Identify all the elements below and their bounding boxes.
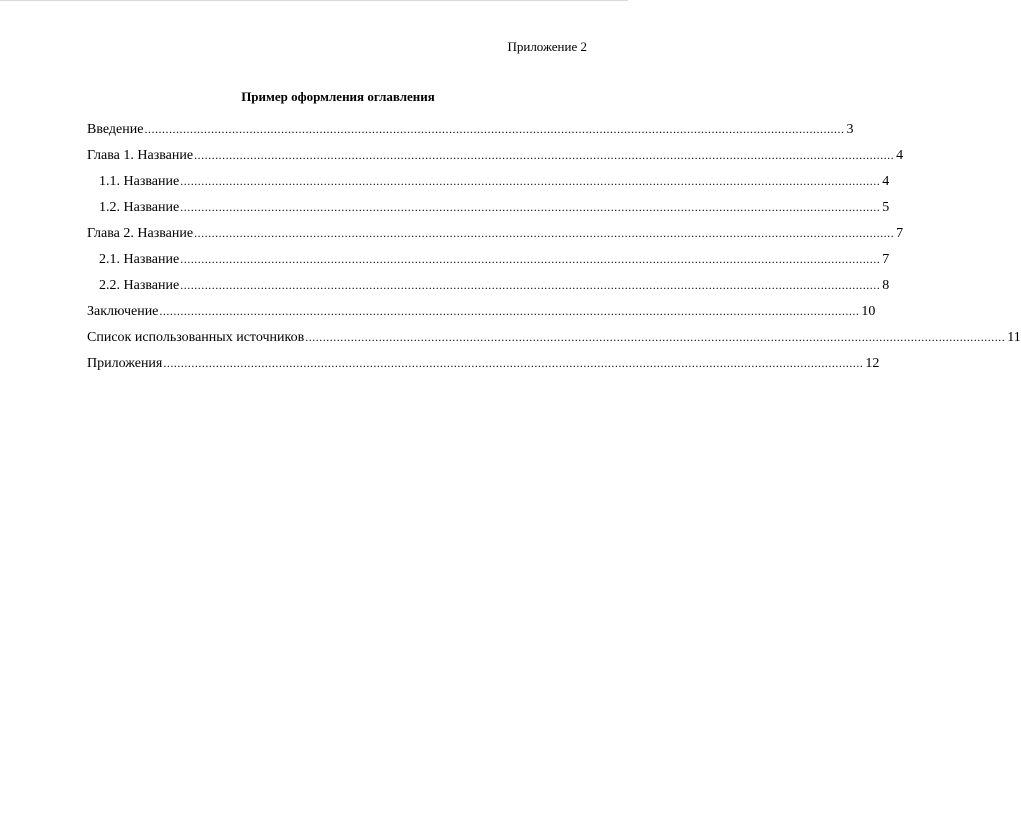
- toc-page-number: 8: [882, 278, 890, 293]
- toc-page-number: 12: [865, 356, 880, 371]
- toc-page-number: 5: [882, 200, 890, 215]
- toc-dot-leader: ........................................................................................................................................................................................................: [305, 330, 1006, 344]
- toc-entry-conclusion: [87, 302, 876, 328]
- toc-entry-section-2-1: [87, 250, 890, 276]
- toc-entry-text: 2.2. Название: [99, 278, 180, 293]
- toc-dot-leader: ........................................................................................................................................................................................................: [194, 148, 895, 162]
- toc-dot-leader: ........................................................................................................................................................................................................: [180, 174, 881, 188]
- toc-title: Пример оформления оглавления: [241, 89, 435, 104]
- toc-entry-text: 2.1. Название: [99, 252, 180, 267]
- toc-page-number: 11: [1007, 330, 1021, 345]
- toc-entry-appendices: [87, 354, 880, 380]
- toc-page-number: 10: [861, 304, 876, 319]
- toc-entry-text: Глава 2. Название: [87, 226, 194, 241]
- toc-dot-leader: ........................................................................................................................................................................................................: [180, 278, 881, 292]
- toc-dot-leader: ........................................................................................................................................................................................................: [180, 252, 881, 266]
- page-top-border: [0, 0, 628, 1]
- toc-entry-section-1-2: [87, 198, 890, 224]
- toc-entry-text: Введение: [87, 122, 144, 137]
- toc-page-number: 7: [882, 252, 890, 267]
- toc-page-number: 7: [896, 226, 904, 241]
- toc-entry-text: Заключение: [87, 304, 159, 319]
- toc-entry-text: 1.1. Название: [99, 174, 180, 189]
- toc-entry-text: Список использованных источников: [87, 330, 305, 345]
- table-of-contents: [87, 120, 1021, 380]
- toc-dot-leader: ........................................................................................................................................................................................................: [144, 122, 845, 136]
- toc-page-number: 4: [882, 174, 890, 189]
- toc-entry-section-1-1: [87, 172, 890, 198]
- toc-page-number: 4: [896, 148, 904, 163]
- toc-entry-chapter-2: [87, 224, 904, 250]
- toc-entry-section-2-2: [87, 276, 890, 302]
- toc-entry-chapter-1: [87, 146, 904, 172]
- toc-entry-introduction: [87, 120, 854, 146]
- toc-page-number: 3: [846, 122, 854, 137]
- toc-entry-text: 1.2. Название: [99, 200, 180, 215]
- toc-dot-leader: ........................................................................................................................................................................................................: [180, 200, 881, 214]
- toc-entry-text: Глава 1. Название: [87, 148, 194, 163]
- toc-dot-leader: ........................................................................................................................................................................................................: [159, 304, 860, 318]
- toc-entry-text: Приложения: [87, 356, 163, 371]
- toc-entry-references: [87, 328, 1021, 354]
- appendix-label: Приложение 2: [507, 39, 587, 54]
- toc-dot-leader: ........................................................................................................................................................................................................: [194, 226, 895, 240]
- toc-dot-leader: ........................................................................................................................................................................................................: [163, 356, 864, 370]
